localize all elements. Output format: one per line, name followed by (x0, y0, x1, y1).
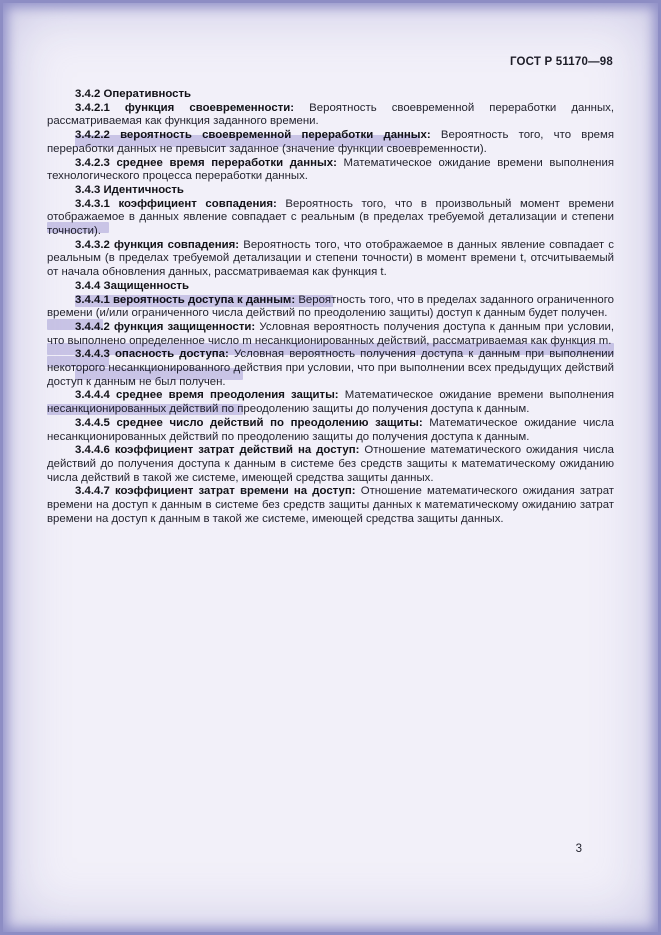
section-heading (47, 88, 614, 102)
term-label: 3.4.4.6 коэффициент затрат действий на доступ: (75, 444, 360, 457)
term-label: 3.4.4.3 опасность доступа: (75, 348, 229, 361)
term-label: 3.4.3.2 функция совпадения: (75, 238, 240, 251)
section-heading (47, 184, 614, 198)
definition-paragraph: 3.4.4.7 коэффициент затрат времени на доступ: Отношение математического ожидания затрат времени на доступ к данным в системе без средств защиты данных к математическому ожиданию затрат времени на доступ к данным в такой же системе, имеющей средства защиты данных. (47, 485, 614, 525)
term-label: 3.4.2.3 среднее время переработки данных: (75, 156, 337, 169)
term-label: 3.4.2.1 функция своевременности: (75, 101, 295, 114)
definition-paragraph: 3.4.2.2 вероятность своевременной переработки данных: Вероятность того, что время переработки данных не превысит заданное (значение функции своевременности). (47, 129, 615, 155)
term-label: 3.4.4.5 среднее число действий по преодолению защиты: (75, 416, 423, 429)
term-label: 3.4.3 Идентичность (75, 183, 184, 196)
term-label: 3.4.2.2 вероятность своевременной переработки данных: (75, 129, 431, 142)
definition-paragraph: 3.4.2.3 среднее время переработки данных: Математическое ожидание времени выполнения технологического процесса переработки данных. (47, 156, 614, 183)
document-body (47, 88, 614, 527)
definition-paragraph: 3.4.4.2 функция защищенности: Условная вероятность получения доступа к данным при условии, что выполнено определенное число m несанкционированных действий, рассматриваемая как функция m. (47, 320, 615, 347)
term-label: 3.4.4.2 функция защищенности: (75, 320, 256, 333)
page-number: 3 (575, 843, 582, 855)
term-label: 3.4.4.4 среднее время преодоления защиты: (75, 389, 339, 402)
definition-paragraph: 3.4.4.4 среднее время преодоления защиты: Математическое ожидание времени выполнения несанкционированных действий по преодолению защиты до получения доступа к данным. (47, 389, 615, 416)
definition-paragraph: 3.4.3.2 функция совпадения: Вероятность того, что отображаемое в данных явление совпадает с реальным (в пределах требуемой детализации и степени точности) в момент времени t, отсчитываемый от начала обновления данных, рассматриваемая как функция t. (47, 238, 614, 279)
term-label: 3.4.4.1 вероятность доступа к данным: (75, 293, 296, 306)
definition-paragraph: 3.4.3.1 коэффициент совпадения: Вероятность того, что в произвольный момент времени отображаемое в данных явление совпадает с реальным (в пределах требуемой детализации и степени точности). (47, 197, 614, 238)
definition-paragraph: 3.4.4.5 среднее число действий по преодолению защиты: Математическое ожидание числа несанкционированных действий по преодолению защиты до получения доступа к данным. (47, 416, 614, 443)
section-heading (47, 280, 614, 294)
term-label: 3.4.2 Оперативность (75, 88, 192, 100)
document-header: ГОСТ Р 51170—98 (509, 56, 613, 68)
term-label: 3.4.4 Защищенность (75, 279, 190, 292)
term-label: 3.4.3.1 коэффициент совпадения: (75, 197, 277, 210)
definition-paragraph: 3.4.4.1 вероятность доступа к данным: Вероятность того, что в пределах заданного ограниченного времени (и/или ограниченного числа действий по преодолению защиты) доступ к данным будет получен. (47, 293, 614, 320)
definition-paragraph: 3.4.4.3 опасность доступа: Условная вероятность получения доступа к данным при выполнении некоторого несанкционированного действия при условии, что при выполнении всех предыдущих действий доступ к данным не был получен. (47, 348, 614, 388)
term-label: 3.4.4.7 коэффициент затрат времени на доступ: (75, 485, 356, 498)
definition-paragraph: 3.4.4.6 коэффициент затрат действий на доступ: Отношение математического ожидания числа действий до получения доступа к данным в системе без средств защиты к математическому ожиданию числа действий в такой же системе, имеющей средства защиты данных. (47, 444, 614, 484)
definition-paragraph: 3.4.2.1 функция своевременности: Вероятность своевременной переработки данных, рассматриваемая как функция заданного времени. (47, 101, 614, 128)
